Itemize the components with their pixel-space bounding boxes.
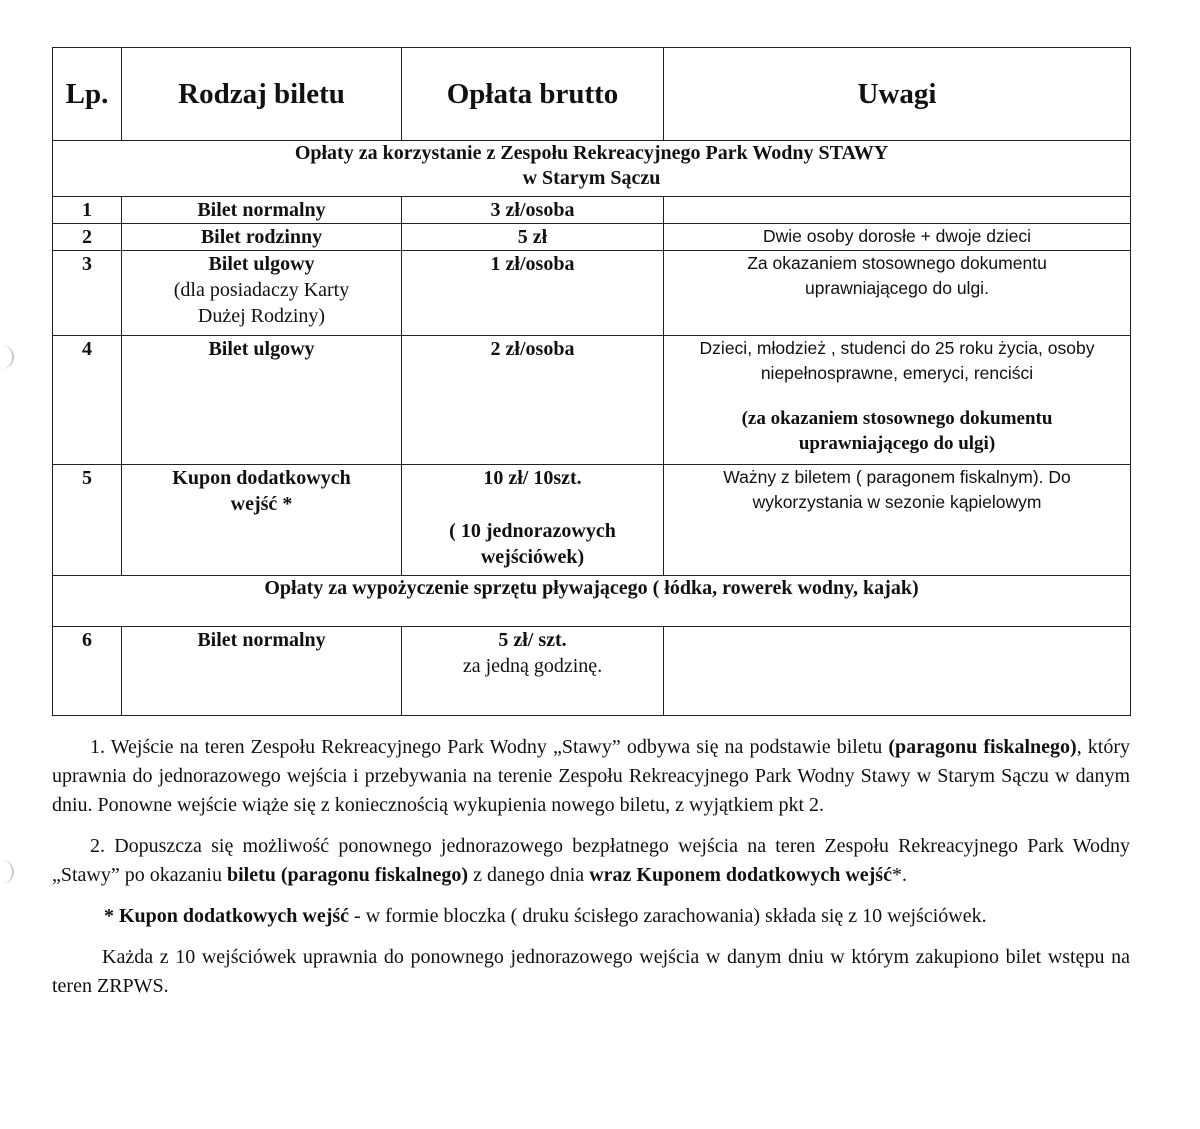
note-text: 1. Wejście na teren Zespołu Rekreacyjnego Park Wodny „Stawy” odbywa się na podstawie biletu <box>90 736 889 758</box>
ticket-note: Dwie osoby dorosłe + dwoje dzieci <box>664 224 1131 251</box>
ticket-note <box>664 197 1131 224</box>
section-row-park <box>53 141 1131 197</box>
section-row-equipment <box>53 576 1131 627</box>
section-title-park <box>53 141 1131 197</box>
row-number: 4 <box>53 336 122 465</box>
ticket-note: Ważny z biletem ( paragonem fiskalnym). Do wykorzystania w sezonie kąpielowym <box>664 465 1131 576</box>
table-header-row <box>53 48 1131 141</box>
table-row <box>53 627 1131 716</box>
row-number: 5 <box>53 465 122 576</box>
note-emphasis: * Kupon dodatkowych wejść <box>104 905 350 927</box>
note-emphasis: (paragonu fiskalnego) <box>888 736 1077 758</box>
ticket-type: Bilet normalny <box>122 197 402 224</box>
ticket-fee-detail: za jedną godzinę. <box>462 655 603 677</box>
note-text: - w formie bloczka ( druku ścisłego zarachowania) składa się z 10 wejściówek. <box>349 905 987 927</box>
ticket-type: Bilet normalny <box>122 627 402 716</box>
ticket-type: Bilet ulgowy <box>208 253 315 275</box>
notes-section <box>52 733 1130 1013</box>
note-paragraph-2 <box>52 832 1130 890</box>
ticket-fee-detail: ( 10 jednorazowych wejściówek) <box>449 520 616 568</box>
ticket-type-cell <box>122 251 402 336</box>
header-notes: Uwagi <box>664 48 1131 141</box>
table-row <box>53 197 1131 224</box>
note-text: 2. Dopuszcza się możliwość ponownego jednorazowego bezpłatnego wejścia na teren Zespołu Rekreacyjnego Park Wodny „Stawy” po okazaniu <box>52 835 1130 886</box>
row-number: 3 <box>53 251 122 336</box>
ticket-note-emphasis: (za okazaniem stosownego dokumentu uprawniającego do ulgi) <box>741 408 1053 454</box>
note-paragraph-coupon <box>52 902 1130 931</box>
ticket-note <box>664 627 1131 716</box>
ticket-type: Bilet rodzinny <box>122 224 402 251</box>
ticket-fee: 5 zł/ szt. <box>498 629 567 651</box>
ticket-fee-cell <box>402 465 664 576</box>
header-fee: Opłata brutto <box>402 48 664 141</box>
fee-table <box>52 47 1131 716</box>
note-text: z danego dnia <box>468 864 590 886</box>
header-ticket-type: Rodzaj biletu <box>122 48 402 141</box>
scan-edge-mark <box>2 860 14 884</box>
ticket-note: Za okazaniem stosownego dokumentu uprawniającego do ulgi. <box>664 251 1131 336</box>
table-row <box>53 336 1131 465</box>
header-lp: Lp. <box>53 48 122 141</box>
note-paragraph-1 <box>52 733 1130 820</box>
ticket-fee: 10 zł/ 10szt. <box>483 467 582 489</box>
ticket-type-detail: (dla posiadaczy Karty Dużej Rodziny) <box>173 279 350 327</box>
ticket-note-cell <box>664 336 1131 465</box>
ticket-note: Dzieci, młodzież , studenci do 25 roku życia, osoby niepełnosprawne, emeryci, renciści <box>699 338 1095 383</box>
section-title-line: Opłaty za korzystanie z Zespołu Rekreacyjnego Park Wodny STAWY <box>294 142 889 164</box>
note-text: , który uprawnia do jednorazowego wejścia i przebywania na terenie Zespołu Rekreacyjnego Park Wodny Stawy w Starym Sączu w danym dniu. Ponowne wejście wiąże się z koniecznością wykupienia nowego biletu, z wyjątkiem pkt 2. <box>52 736 1131 816</box>
row-number: 2 <box>53 224 122 251</box>
note-paragraph-voucher <box>52 943 1130 1001</box>
table-row <box>53 465 1131 576</box>
ticket-type: Bilet ulgowy <box>122 336 402 465</box>
table-row <box>53 251 1131 336</box>
ticket-fee: 3 zł/osoba <box>402 197 664 224</box>
section-title-line: w Starym Sączu <box>522 167 661 189</box>
ticket-fee: 5 zł <box>402 224 664 251</box>
scan-edge-mark <box>2 345 14 369</box>
ticket-type: Kupon dodatkowych wejść * <box>122 465 402 576</box>
note-text: *. <box>891 864 907 886</box>
note-text: Każda z 10 wejściówek uprawnia do ponownego jednorazowego wejścia w danym dniu w którym zakupiono bilet wstępu na teren ZRPWS. <box>52 946 1130 997</box>
note-emphasis: wraz Kuponem dodatkowych wejść <box>589 864 892 886</box>
ticket-fee: 2 zł/osoba <box>402 336 664 465</box>
ticket-fee: 1 zł/osoba <box>402 251 664 336</box>
ticket-fee-cell <box>402 627 664 716</box>
row-number: 1 <box>53 197 122 224</box>
row-number: 6 <box>53 627 122 716</box>
table-row <box>53 224 1131 251</box>
note-emphasis: biletu (paragonu fiskalnego) <box>226 864 469 886</box>
section-title-equipment: Opłaty za wypożyczenie sprzętu pływającego ( łódka, rowerek wodny, kajak) <box>53 576 1131 627</box>
